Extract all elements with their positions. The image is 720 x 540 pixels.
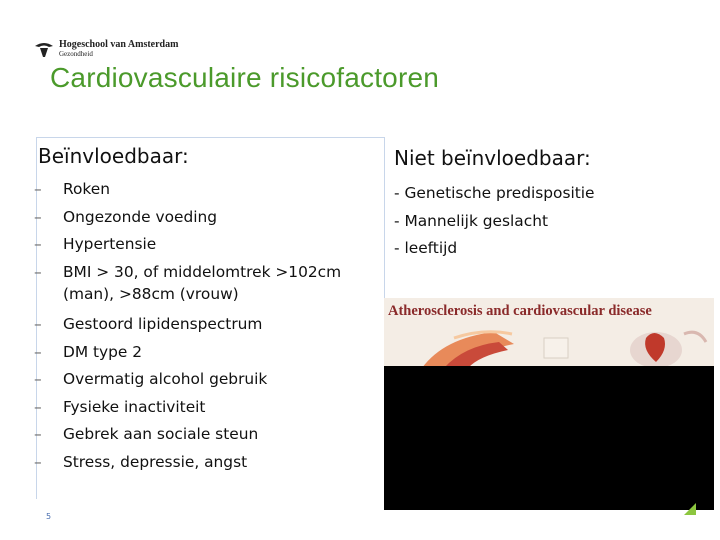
list-item-text: Roken (63, 180, 111, 198)
dash-bullet: – (34, 235, 42, 253)
artery-drawing-icon (384, 298, 714, 368)
institution-logo (34, 38, 178, 60)
dash-bullet: – (34, 262, 42, 281)
list-item-text: Stress, depressie, angst (63, 452, 248, 471)
dash-bullet: – (34, 425, 42, 443)
list-item-text: Hypertensie (63, 235, 157, 253)
atherosclerosis-illustration (384, 298, 714, 368)
list-item (34, 311, 378, 339)
dash-bullet: – (34, 342, 42, 361)
dash-bullet: – (34, 180, 42, 198)
logo-subtitle: Gezondheid (59, 50, 93, 58)
dash-bullet: – (34, 370, 42, 388)
list-item (34, 366, 378, 394)
list-item (34, 231, 378, 259)
list-item-text: Fysieke inactiviteit (63, 397, 206, 416)
list-item-text: BMI > 30, of middelomtrek >102cm (63, 262, 342, 281)
list-item-continuation: (man), >88cm (vrouw) (63, 285, 239, 303)
content-frame-top (36, 137, 384, 138)
image-blackout (384, 366, 714, 510)
dash-bullet: – (34, 397, 42, 416)
content-frame-right (384, 137, 385, 305)
list-item (34, 204, 378, 232)
logo-name: Hogeschool van Amsterdam (59, 39, 179, 50)
page-number: 5 (46, 512, 52, 521)
list-item: - leeftijd (394, 239, 458, 257)
dash-bullet: – (34, 315, 42, 333)
corner-accent (684, 503, 696, 515)
list-item-text: Overmatig alcohol gebruik (63, 370, 268, 388)
list-item (34, 449, 378, 477)
list-item (34, 394, 378, 422)
list-item (34, 176, 378, 204)
list-item-text: Gestoord lipidenspectrum (63, 315, 263, 333)
list-item (34, 339, 378, 367)
illustration-title: Atherosclerosis and cardiovascular disease (388, 303, 652, 319)
list-item-text: DM type 2 (63, 342, 143, 361)
list-item (34, 421, 378, 449)
modifiable-heading: Beïnvloedbaar: (38, 144, 189, 168)
list-item: - Mannelijk geslacht (394, 211, 548, 230)
hva-logo-icon (34, 40, 54, 58)
list-item-text: Ongezonde voeding (63, 207, 218, 226)
dash-bullet: – (34, 207, 42, 226)
list-item-text: Gebrek aan sociale steun (63, 425, 259, 443)
slide-title: Cardiovasculaire risicofactoren (50, 62, 440, 93)
non-modifiable-factors-list (394, 180, 595, 263)
list-item (34, 259, 378, 306)
modifiable-factors-list (34, 176, 378, 476)
non-modifiable-heading: Niet beïnvloedbaar: (394, 146, 591, 170)
list-item: - Genetische predispositie (394, 184, 595, 202)
dash-bullet: – (34, 452, 42, 471)
